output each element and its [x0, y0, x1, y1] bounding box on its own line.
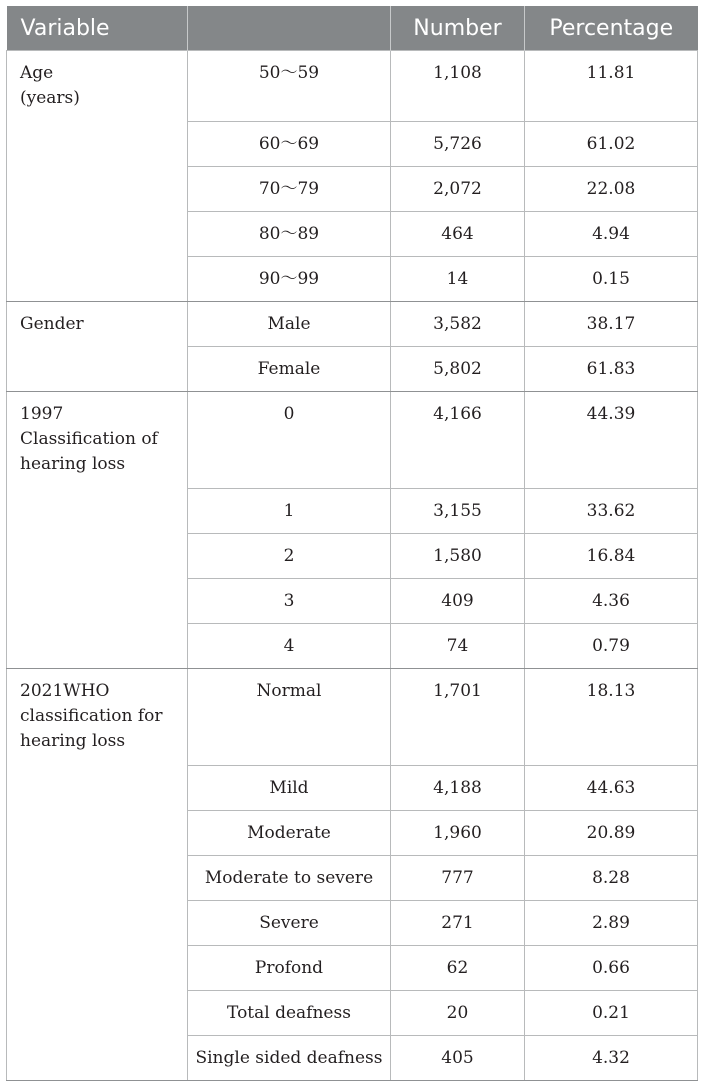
category-cell: Severe: [188, 901, 391, 946]
number-cell: 1,701: [391, 669, 525, 766]
category-cell: 60～69: [188, 122, 391, 167]
number-cell: 62: [391, 946, 525, 991]
variable-cell-2021-who-classification: [7, 669, 188, 1081]
header-number: Number: [391, 6, 525, 51]
number-cell: 464: [391, 212, 525, 257]
header-category: [188, 6, 391, 51]
number-cell: 3,582: [391, 302, 525, 347]
variable-line: (years): [20, 88, 80, 108]
header-percentage: Percentage: [525, 6, 698, 51]
variable-line: 2021WHO: [20, 681, 110, 701]
variable-line: 1997: [20, 404, 64, 424]
table-row: [7, 669, 698, 766]
category-cell: Normal: [188, 669, 391, 766]
number-cell: 409: [391, 579, 525, 624]
category-cell: Moderate to severe: [188, 856, 391, 901]
category-cell: Moderate: [188, 811, 391, 856]
number-cell: 14: [391, 257, 525, 302]
number-cell: 405: [391, 1036, 525, 1081]
category-cell: 0: [188, 392, 391, 489]
table-row: [7, 392, 698, 489]
category-cell: 70～79: [188, 167, 391, 212]
category-cell: 1: [188, 489, 391, 534]
table-row: [7, 51, 698, 122]
percentage-cell: 4.94: [525, 212, 698, 257]
table-row: [7, 302, 698, 347]
number-cell: 4,166: [391, 392, 525, 489]
category-cell: Male: [188, 302, 391, 347]
percentage-cell: 44.63: [525, 766, 698, 811]
percentage-cell: 0.21: [525, 991, 698, 1036]
variable-cell-gender: [7, 302, 188, 392]
category-cell: Single sided deafness: [188, 1036, 391, 1081]
category-cell: 80～89: [188, 212, 391, 257]
percentage-cell: 0.66: [525, 946, 698, 991]
variable-cell-1997-classification: [7, 392, 188, 669]
percentage-cell: 16.84: [525, 534, 698, 579]
demographics-table: [6, 6, 698, 1081]
percentage-cell: 22.08: [525, 167, 698, 212]
percentage-cell: 4.32: [525, 1036, 698, 1081]
number-cell: 5,726: [391, 122, 525, 167]
percentage-cell: 18.13: [525, 669, 698, 766]
category-cell: 50～59: [188, 51, 391, 122]
variable-line: Gender: [20, 314, 84, 334]
variable-line: classification for: [20, 706, 163, 726]
number-cell: 4,188: [391, 766, 525, 811]
category-cell: 3: [188, 579, 391, 624]
percentage-cell: 44.39: [525, 392, 698, 489]
percentage-cell: 20.89: [525, 811, 698, 856]
variable-line: hearing loss: [20, 454, 126, 474]
percentage-cell: 0.79: [525, 624, 698, 669]
number-cell: 271: [391, 901, 525, 946]
header-row: [7, 6, 698, 51]
category-cell: 4: [188, 624, 391, 669]
number-cell: 20: [391, 991, 525, 1036]
category-cell: 90～99: [188, 257, 391, 302]
number-cell: 2,072: [391, 167, 525, 212]
header-variable: Variable: [7, 6, 188, 51]
variable-line: Classification of: [20, 429, 158, 449]
category-cell: Profond: [188, 946, 391, 991]
number-cell: 5,802: [391, 347, 525, 392]
variable-line: Age: [20, 63, 54, 83]
number-cell: 1,580: [391, 534, 525, 579]
variable-cell-age: [7, 51, 188, 302]
percentage-cell: 61.02: [525, 122, 698, 167]
percentage-cell: 4.36: [525, 579, 698, 624]
percentage-cell: 38.17: [525, 302, 698, 347]
percentage-cell: 8.28: [525, 856, 698, 901]
percentage-cell: 33.62: [525, 489, 698, 534]
number-cell: 1,108: [391, 51, 525, 122]
variable-line: hearing loss: [20, 731, 126, 751]
category-cell: Mild: [188, 766, 391, 811]
number-cell: 3,155: [391, 489, 525, 534]
percentage-cell: 2.89: [525, 901, 698, 946]
percentage-cell: 0.15: [525, 257, 698, 302]
number-cell: 1,960: [391, 811, 525, 856]
category-cell: Total deafness: [188, 991, 391, 1036]
category-cell: 2: [188, 534, 391, 579]
percentage-cell: 11.81: [525, 51, 698, 122]
category-cell: Female: [188, 347, 391, 392]
percentage-cell: 61.83: [525, 347, 698, 392]
number-cell: 777: [391, 856, 525, 901]
number-cell: 74: [391, 624, 525, 669]
